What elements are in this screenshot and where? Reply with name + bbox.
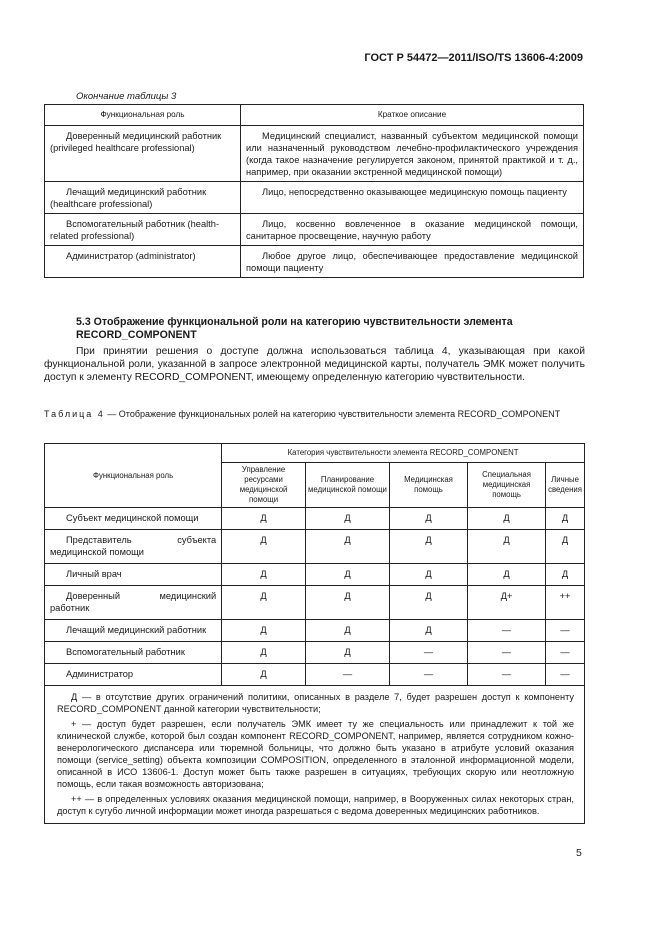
role-cell: Представитель субъекта медицинской помощи: [45, 530, 222, 564]
description-cell: Лицо, непосредственно оказывающее медицинскую помощь пациенту: [241, 182, 584, 214]
value-cell: Д: [389, 530, 467, 564]
col-group-header: Категория чувствительности элемента RECORD_COMPONENT: [222, 444, 585, 463]
role-cell: Доверенный медицинский работник (privileged healthcare professional): [45, 126, 241, 182]
role-cell: Лечащий медицинский работник: [45, 620, 222, 642]
table-row: [45, 586, 585, 620]
value-cell: —: [468, 620, 546, 642]
value-cell: Д: [222, 664, 306, 686]
value-cell: —: [546, 620, 585, 642]
description-cell: Медицинский специалист, названный субъектом медицинской помощи или назначенный руководством лечебно-профилактического учреждения (когда такое назначение регулируется законом, принятой практикой и т. д., например, при оказании экстренной медицинской помощи): [241, 126, 584, 182]
value-cell: —: [389, 642, 467, 664]
value-cell: Д: [305, 586, 389, 620]
value-cell: —: [468, 664, 546, 686]
value-cell: —: [546, 664, 585, 686]
table-4: [44, 443, 585, 824]
col-header-category: Личные сведения: [546, 463, 585, 508]
value-cell: Д: [546, 508, 585, 530]
table-row: [45, 642, 585, 664]
role-cell: Вспомогательный работник: [45, 642, 222, 664]
role-cell: Вспомогательный работник (health-related professional): [45, 214, 241, 246]
value-cell: Д: [305, 530, 389, 564]
table4-caption-label: Таблица 4: [44, 409, 105, 419]
table-header-row: [45, 444, 585, 463]
value-cell: Д: [222, 642, 306, 664]
value-cell: Д: [546, 530, 585, 564]
table-notes-row: [45, 686, 585, 824]
section-title: 5.3 Отображение функциональной роли на категорию чувствительности элемента RECORD_COMPONENT: [76, 316, 513, 341]
role-cell: Лечащий медицинский работник (healthcare professional): [45, 182, 241, 214]
note-double-plus: ++ — в определенных условиях оказания медицинской помощи, например, в Вооруженных силах некоторых стран, доступ к сугубо личной информации может иногда разрешаться с ведома доверенных медицинских работников.: [57, 794, 574, 816]
value-cell: Д: [222, 586, 306, 620]
table-row: [45, 214, 584, 246]
col-header-role: Функциональная роль: [45, 105, 241, 126]
value-cell: —: [389, 664, 467, 686]
table-header-row: [45, 105, 584, 126]
table-row: [45, 126, 584, 182]
value-cell: Д+: [468, 586, 546, 620]
value-cell: Д: [546, 564, 585, 586]
value-cell: Д: [389, 620, 467, 642]
table-row: [45, 564, 585, 586]
value-cell: Д: [222, 530, 306, 564]
table-row: [45, 508, 585, 530]
section-paragraph: При принятии решения о доступе должна использоваться таблица 4, указывающая при какой функциональной роли, указанной в запросе электронной медицинской карты, получатель ЭМК может получить доступ к элементу RECORD_COMPONENT, имеющему определенную категорию чувствительности.: [44, 346, 585, 383]
role-cell: Личный врач: [45, 564, 222, 586]
note-d: Д — в отсутствие других ограничений политики, описанных в разделе 7, будет разрешен доступ к компоненту RECORD_COMPONENT данной категории чувствительности;: [57, 692, 574, 714]
value-cell: —: [546, 642, 585, 664]
value-cell: Д: [222, 620, 306, 642]
col-header-category: Медицинская помощь: [389, 463, 467, 508]
col-header-category: Планирование медицинской помощи: [305, 463, 389, 508]
col-header-category: Управление ресурсами медицинской помощи: [222, 463, 306, 508]
col-header-description: Краткое описание: [241, 105, 584, 126]
role-cell: Доверенный медицинский работник: [45, 586, 222, 620]
value-cell: Д: [222, 508, 306, 530]
value-cell: Д: [305, 620, 389, 642]
col-header-category: Специальная медицинская помощь: [468, 463, 546, 508]
document-header: ГОСТ Р 54472—2011/ISO/TS 13606-4:2009: [364, 52, 583, 64]
value-cell: Д: [468, 530, 546, 564]
value-cell: ++: [546, 586, 585, 620]
table3-caption: Окончание таблицы 3: [76, 91, 177, 102]
table-3: [44, 104, 584, 278]
value-cell: —: [305, 664, 389, 686]
value-cell: Д: [468, 564, 546, 586]
page-number: 5: [576, 847, 582, 859]
table-row: [45, 530, 585, 564]
description-cell: Лицо, косвенно вовлеченное в оказание медицинской помощи, санитарное просвещение, научную работу: [241, 214, 584, 246]
col-header-role: Функциональная роль: [45, 444, 222, 508]
table4-caption-text: — Отображение функциональных ролей на категорию чувствительности элемента RECORD_COMPONENT: [104, 409, 561, 419]
value-cell: Д: [222, 564, 306, 586]
note-plus: + — доступ будет разрешен, если получатель ЭМК имеет ту же специальность или принадлежит к той же клинической службе, которой был создан компонент RECORD_COMPONENT, например, является сотрудником кожно-венерологического диспансера или тюремной больницы, что должно быть указано в атрибуте условий оказания помощи (service_setting) объекта композиции COMPOSITION, определенного в эталонной информационной модели, описанной в ИСО 13606-1. Доступ может быть также разрешен в ситуациях, требующих скорую или неотложную помощь, если такая возможность авторизована;: [57, 719, 574, 789]
role-cell: Администратор: [45, 664, 222, 686]
table-row: [45, 246, 584, 278]
table-row: [45, 620, 585, 642]
role-cell: Субъект медицинской помощи: [45, 508, 222, 530]
value-cell: —: [468, 642, 546, 664]
value-cell: Д: [305, 642, 389, 664]
table4-caption: [44, 408, 585, 420]
value-cell: Д: [305, 564, 389, 586]
value-cell: Д: [389, 586, 467, 620]
value-cell: Д: [468, 508, 546, 530]
description-cell: Любое другое лицо, обеспечивающее предоставление медицинской помощи пациенту: [241, 246, 584, 278]
value-cell: Д: [389, 508, 467, 530]
table-row: [45, 664, 585, 686]
role-cell: Администратор (administrator): [45, 246, 241, 278]
table-notes: [45, 686, 585, 824]
table-row: [45, 182, 584, 214]
value-cell: Д: [389, 564, 467, 586]
value-cell: Д: [305, 508, 389, 530]
